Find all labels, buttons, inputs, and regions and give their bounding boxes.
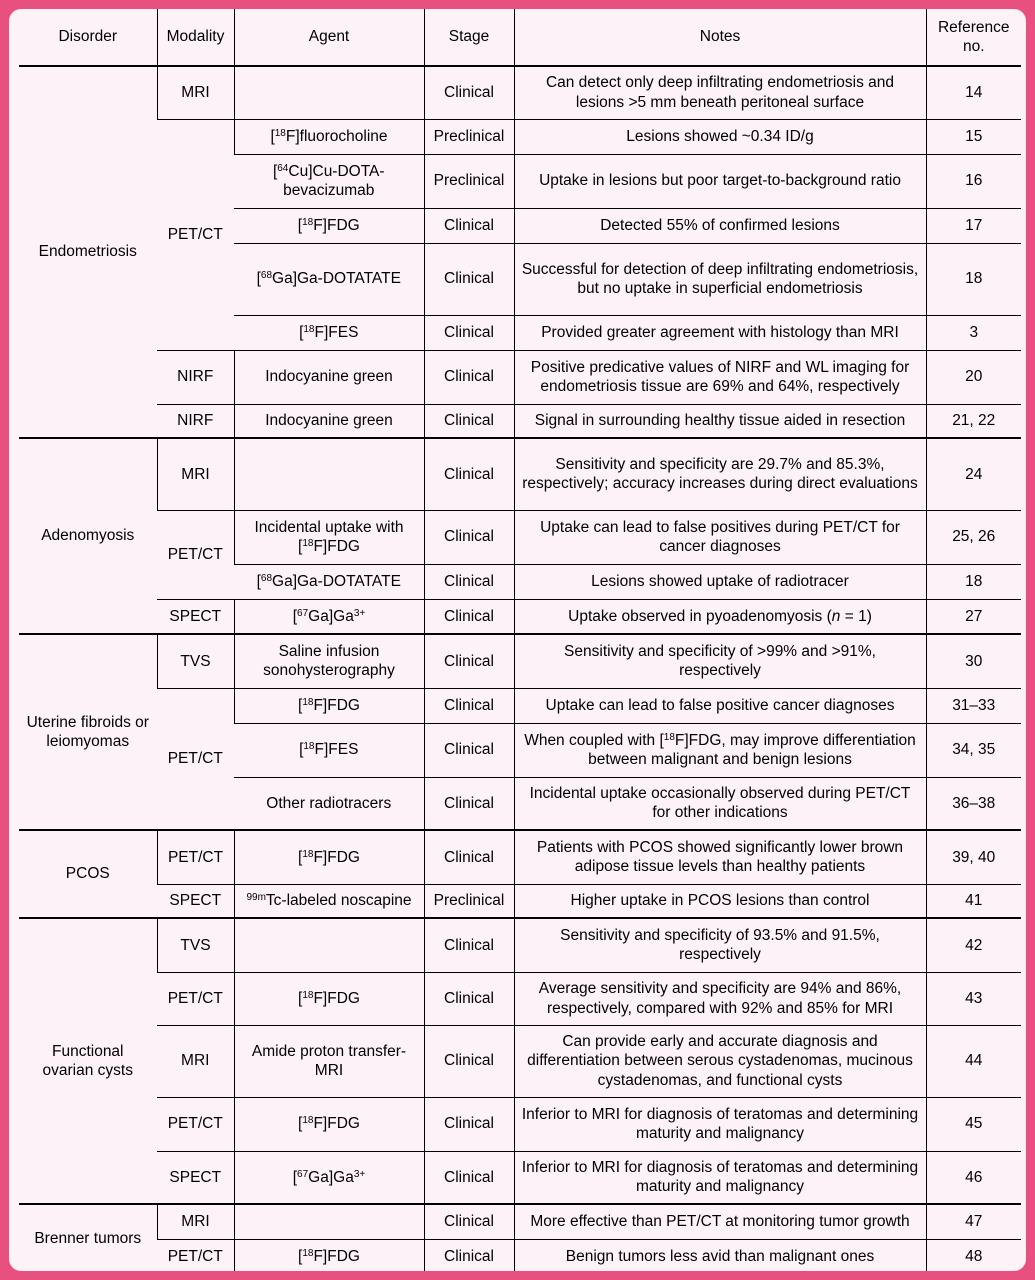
cell-reference: 17	[926, 208, 1021, 243]
table-row	[19, 350, 1021, 404]
cell-stage: Clinical	[424, 972, 514, 1025]
table-row	[19, 1239, 1021, 1271]
cell-notes: Sensitivity and specificity of 93.5% and 91.5%, respectively	[514, 918, 926, 972]
table-row	[19, 1204, 1021, 1239]
cell-agent: [$^{18}$F]FES	[234, 315, 424, 350]
cell-modality: PET/CT	[157, 972, 234, 1025]
cell-disorder: PCOS	[19, 830, 157, 918]
cell-stage: Clinical	[424, 599, 514, 634]
cell-reference: 15	[926, 119, 1021, 154]
cell-reference: 39, 40	[926, 830, 1021, 884]
cell-notes: Higher uptake in PCOS lesions than control	[514, 884, 926, 918]
table-row	[19, 404, 1021, 438]
header-agent: Agent	[234, 9, 424, 66]
cell-reference: 18	[926, 243, 1021, 315]
cell-notes: Can detect only deep infiltrating endometriosis and lesions >5 mm beneath peritoneal surface	[514, 66, 926, 119]
cell-stage: Clinical	[424, 243, 514, 315]
cell-agent	[234, 1204, 424, 1239]
cell-modality: TVS	[157, 918, 234, 972]
cell-modality: SPECT	[157, 884, 234, 918]
cell-stage: Clinical	[424, 510, 514, 564]
cell-stage: Preclinical	[424, 154, 514, 208]
cell-agent: [$^{68}$Ga]Ga-DOTATATE	[234, 243, 424, 315]
cell-modality: SPECT	[157, 599, 234, 634]
cell-stage: Clinical	[424, 918, 514, 972]
cell-stage: Clinical	[424, 315, 514, 350]
cell-reference: 16	[926, 154, 1021, 208]
cell-notes: Lesions showed ~0.34 ID/g	[514, 119, 926, 154]
table-card	[9, 9, 1026, 1271]
cell-agent: Indocyanine green	[234, 350, 424, 404]
cell-agent: [$^{68}$Ga]Ga-DOTATATE	[234, 564, 424, 599]
cell-agent: $[^{67}Ga]Ga^{3+}$	[234, 1151, 424, 1204]
cell-reference: 34, 35	[926, 723, 1021, 777]
cell-agent: [$^{18}$F]FDG	[234, 1097, 424, 1151]
cell-notes: Detected 55% of confirmed lesions	[514, 208, 926, 243]
cell-modality: SPECT	[157, 1151, 234, 1204]
table-row	[19, 830, 1021, 884]
cell-reference: 48	[926, 1239, 1021, 1271]
table-row	[19, 510, 1021, 564]
cell-notes: Uptake can lead to false positive cancer diagnoses	[514, 688, 926, 723]
cell-modality: NIRF	[157, 404, 234, 438]
cell-reference: 45	[926, 1097, 1021, 1151]
cell-reference: 25, 26	[926, 510, 1021, 564]
cell-modality: PET/CT	[157, 510, 234, 599]
cell-reference: 47	[926, 1204, 1021, 1239]
cell-disorder: Uterine fibroids or leiomyomas	[19, 634, 157, 830]
cell-modality: MRI	[157, 66, 234, 119]
header-stage: Stage	[424, 9, 514, 66]
imaging-table	[19, 9, 1021, 1271]
table-row	[19, 634, 1021, 688]
cell-reference: 41	[926, 884, 1021, 918]
cell-reference: 21, 22	[926, 404, 1021, 438]
cell-notes: Sensitivity and specificity of >99% and >91%, respectively	[514, 634, 926, 688]
cell-agent: Saline infusion sonohysterography	[234, 634, 424, 688]
table-row	[19, 972, 1021, 1025]
table-row	[19, 1097, 1021, 1151]
table-row	[19, 66, 1021, 119]
cell-stage: Clinical	[424, 1097, 514, 1151]
cell-notes: Lesions showed uptake of radiotracer	[514, 564, 926, 599]
cell-notes: Benign tumors less avid than malignant ones	[514, 1239, 926, 1271]
cell-modality: MRI	[157, 1204, 234, 1239]
cell-notes: Inferior to MRI for diagnosis of teratomas and determining maturity and malignancy	[514, 1151, 926, 1204]
cell-modality: PET/CT	[157, 119, 234, 350]
cell-modality: PET/CT	[157, 830, 234, 884]
cell-agent: [$^{18}$F]FDG	[234, 972, 424, 1025]
table-body	[19, 66, 1021, 1271]
cell-modality: NIRF	[157, 350, 234, 404]
cell-reference: 20	[926, 350, 1021, 404]
cell-modality: PET/CT	[157, 688, 234, 830]
cell-reference: 24	[926, 438, 1021, 510]
cell-disorder: Endometriosis	[19, 66, 157, 438]
cell-notes: Sensitivity and specificity are 29.7% and 85.3%, respectively; accuracy increases during direct evaluations	[514, 438, 926, 510]
cell-agent: [$^{18}$F]fluorocholine	[234, 119, 424, 154]
header-notes: Notes	[514, 9, 926, 66]
cell-reference: 30	[926, 634, 1021, 688]
cell-agent: Other radiotracers	[234, 777, 424, 830]
header-row	[19, 9, 1021, 66]
cell-reference: 14	[926, 66, 1021, 119]
table-row	[19, 1025, 1021, 1097]
cell-notes: Positive predicative values of NIRF and WL imaging for endometriosis tissue are 69% and 64%, respectively	[514, 350, 926, 404]
cell-agent: [$^{18}$F]FDG	[234, 1239, 424, 1271]
cell-stage: Clinical	[424, 688, 514, 723]
header-disorder: Disorder	[19, 9, 157, 66]
cell-stage: Clinical	[424, 564, 514, 599]
cell-reference: 27	[926, 599, 1021, 634]
cell-stage: Clinical	[424, 1025, 514, 1097]
cell-agent	[234, 438, 424, 510]
header-reference: Reference no.	[926, 9, 1021, 66]
cell-stage: Preclinical	[424, 119, 514, 154]
cell-modality: PET/CT	[157, 1097, 234, 1151]
cell-agent: Indocyanine green	[234, 404, 424, 438]
cell-reference: 44	[926, 1025, 1021, 1097]
cell-notes: Uptake in lesions but poor target-to-background ratio	[514, 154, 926, 208]
cell-stage: Clinical	[424, 66, 514, 119]
cell-reference: 43	[926, 972, 1021, 1025]
cell-notes: Inferior to MRI for diagnosis of teratomas and determining maturity and malignancy	[514, 1097, 926, 1151]
cell-reference: 18	[926, 564, 1021, 599]
cell-agent: [$^{18}$F]FES	[234, 723, 424, 777]
cell-modality: TVS	[157, 634, 234, 688]
cell-modality: MRI	[157, 438, 234, 510]
cell-stage: Clinical	[424, 404, 514, 438]
cell-stage: Clinical	[424, 830, 514, 884]
cell-notes: Incidental uptake occasionally observed during PET/CT for other indications	[514, 777, 926, 830]
cell-notes: Successful for detection of deep infiltrating endometriosis, but no uptake in superficial endometriosis	[514, 243, 926, 315]
cell-notes: Average sensitivity and specificity are 94% and 86%, respectively, compared with 92% and 85% for MRI	[514, 972, 926, 1025]
cell-notes: Can provide early and accurate diagnosis and differentiation between serous cystadenomas, mucinous cystadenomas, and functional cysts	[514, 1025, 926, 1097]
table-row	[19, 599, 1021, 634]
cell-reference: 42	[926, 918, 1021, 972]
cell-reference: 31–33	[926, 688, 1021, 723]
cell-stage: Clinical	[424, 777, 514, 830]
cell-stage: Preclinical	[424, 884, 514, 918]
cell-agent: [$^{18}$F]FDG	[234, 688, 424, 723]
cell-stage: Clinical	[424, 723, 514, 777]
cell-modality: MRI	[157, 1025, 234, 1097]
cell-reference: 46	[926, 1151, 1021, 1204]
cell-stage: Clinical	[424, 1239, 514, 1271]
cell-notes: Signal in surrounding healthy tissue aided in resection	[514, 404, 926, 438]
cell-notes: Patients with PCOS showed significantly lower brown adipose tissue levels than healthy patients	[514, 830, 926, 884]
table-row	[19, 688, 1021, 723]
cell-notes: Provided greater agreement with histology than MRI	[514, 315, 926, 350]
cell-stage: Clinical	[424, 1204, 514, 1239]
cell-notes: Uptake observed in pyoadenomyosis (n = 1)	[514, 599, 926, 634]
cell-agent: [$^{64}$Cu]Cu-DOTA-bevacizumab	[234, 154, 424, 208]
cell-notes: More effective than PET/CT at monitoring tumor growth	[514, 1204, 926, 1239]
cell-stage: Clinical	[424, 1151, 514, 1204]
cell-agent: $[^{67}Ga]Ga^{3+}$	[234, 599, 424, 634]
cell-stage: Clinical	[424, 438, 514, 510]
cell-agent	[234, 66, 424, 119]
cell-disorder: Adenomyosis	[19, 438, 157, 634]
cell-stage: Clinical	[424, 350, 514, 404]
cell-agent: $^{99m}$Tc-labeled noscapine	[234, 884, 424, 918]
cell-stage: Clinical	[424, 634, 514, 688]
table-row	[19, 884, 1021, 918]
table-row	[19, 119, 1021, 154]
cell-reference: 36–38	[926, 777, 1021, 830]
cell-notes: Uptake can lead to false positives during PET/CT for cancer diagnoses	[514, 510, 926, 564]
cell-reference: 3	[926, 315, 1021, 350]
cell-modality: PET/CT	[157, 1239, 234, 1271]
header-modality: Modality	[157, 9, 234, 66]
cell-agent	[234, 918, 424, 972]
table-row	[19, 438, 1021, 510]
cell-notes: When coupled with [$^{18}$F]FDG, may improve differentiation between malignant and benign lesions	[514, 723, 926, 777]
cell-agent: [$^{18}$F]FDG	[234, 208, 424, 243]
cell-disorder: Brenner tumors	[19, 1204, 157, 1271]
cell-agent: Amide proton transfer-MRI	[234, 1025, 424, 1097]
table-row	[19, 1151, 1021, 1204]
cell-agent: Incidental uptake with [$^{18}$F]FDG	[234, 510, 424, 564]
cell-stage: Clinical	[424, 208, 514, 243]
cell-disorder: Functional ovarian cysts	[19, 918, 157, 1204]
cell-agent: [$^{18}$F]FDG	[234, 830, 424, 884]
table-row	[19, 918, 1021, 972]
